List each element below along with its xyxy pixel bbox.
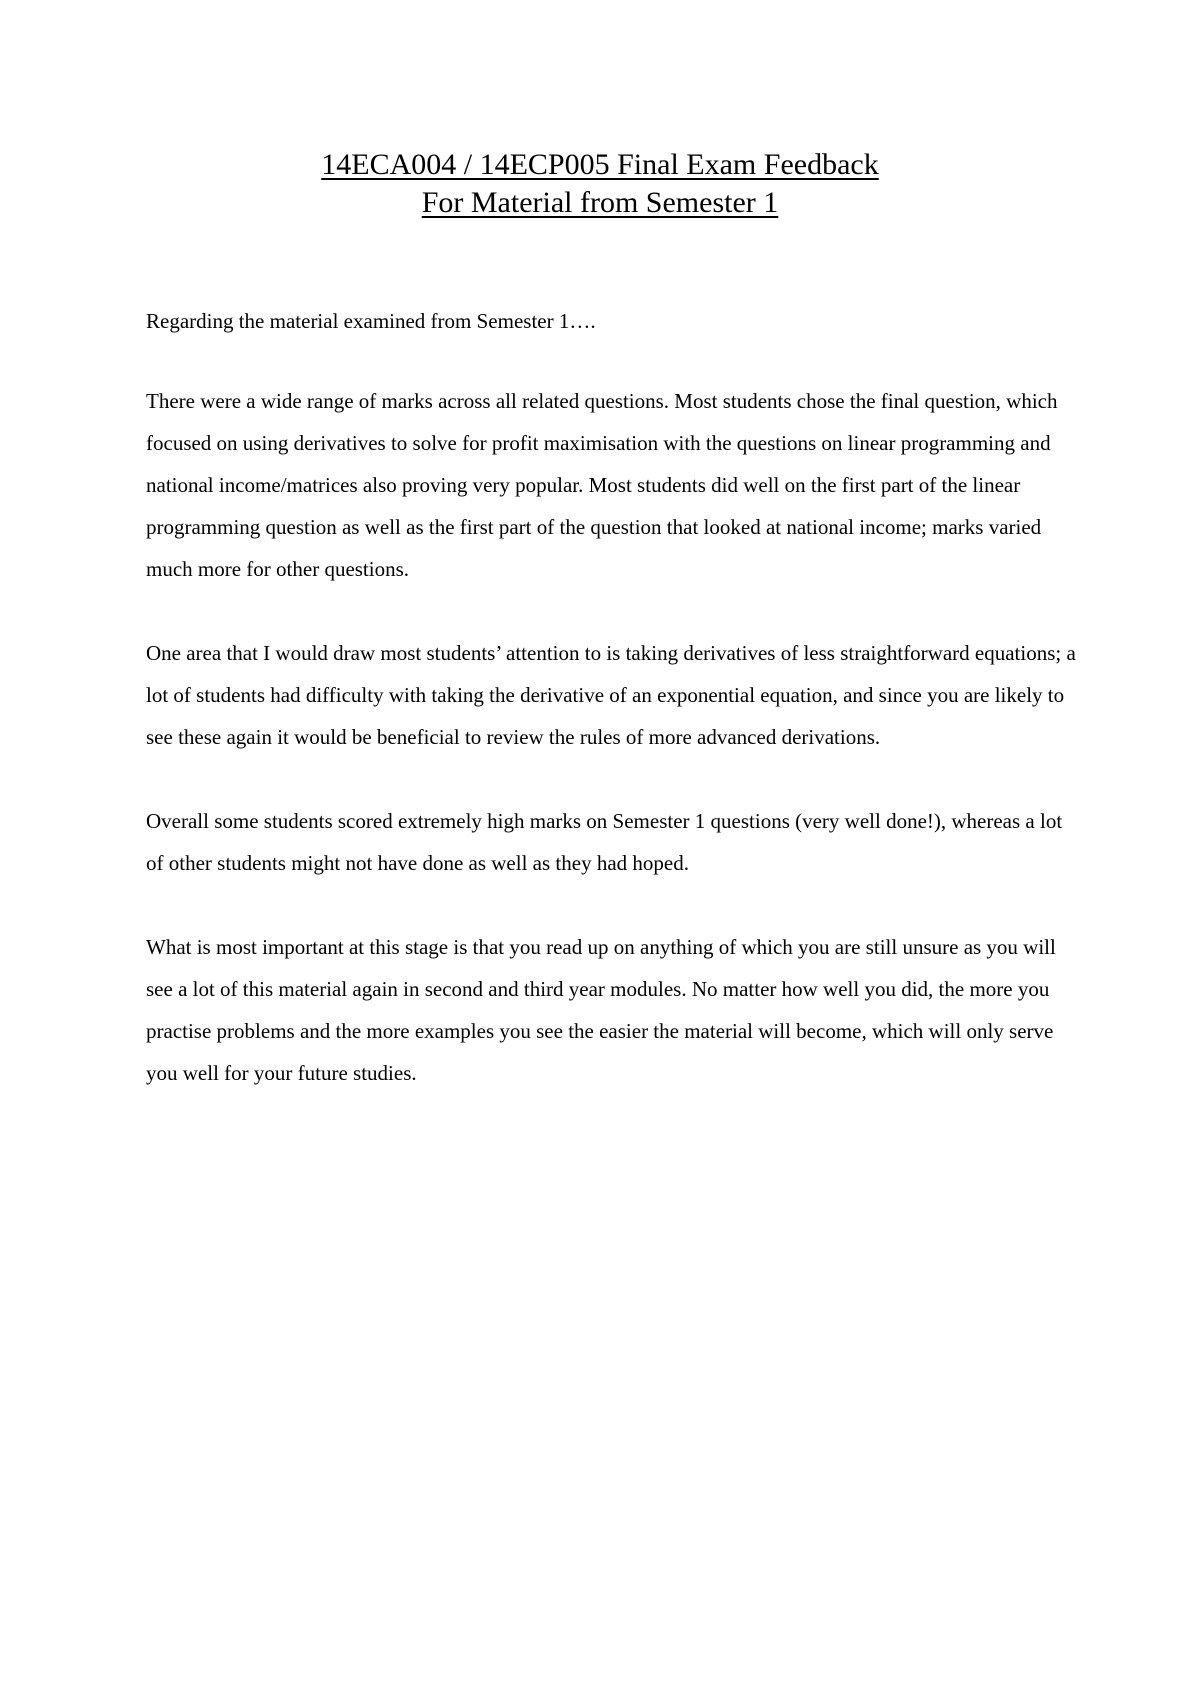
paragraph-marks-overview: There were a wide range of marks across all related questions. Most students chose the final question, which focused on using derivatives to solve for profit maximisation with the questions on linear programming and national income/matrices also proving very popular. Most students did well on the first part of the linear programming question as well as the first part of the question that looked at national income; marks varied much more for other questions. [146,389,1058,581]
document-title [0,146,1200,222]
paragraph-overall: Overall some students scored extremely high marks on Semester 1 questions (very well done!), whereas a lot of other students might not have done as well as they had hoped. [146,809,1063,875]
paragraph-intro: Regarding the material examined from Semester 1…. [146,309,596,333]
paragraph-advice: What is most important at this stage is that you read up on anything of which you are still unsure as you will see a lot of this material again in second and third year modules. No matter how well you did, the more you practise problems and the more examples you see the easier the material will become, which will only serve you well for your future studies. [146,935,1056,1085]
document-body [146,300,1076,1136]
title-line-2: For Material from Semester 1 [421,186,779,219]
paragraph-derivatives: One area that I would draw most students’ attention to is taking derivatives of less straightforward equations; a lot of students had difficulty with taking the derivative of an exponential equation, and since you are likely to see these again it would be beneficial to review the rules of more advanced derivations. [146,641,1076,749]
title-line-1: 14ECA004 / 14ECP005 Final Exam Feedback [321,148,879,181]
